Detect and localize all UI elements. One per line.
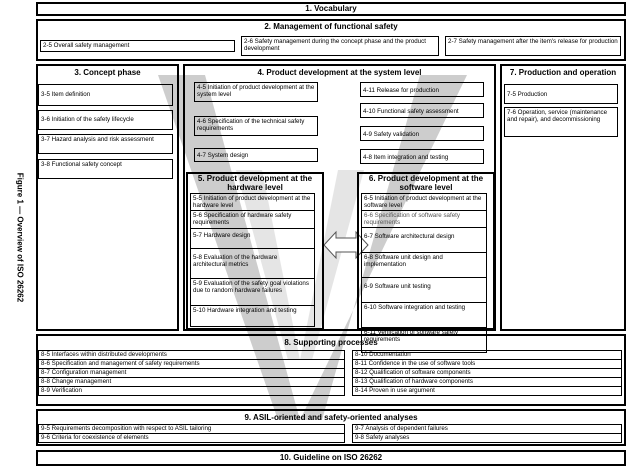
hardware-list: [190, 193, 315, 327]
software-title: 6. Product development at the software level: [368, 174, 484, 192]
asil-item-9-7: 9-7 Analysis of dependent failures: [352, 424, 622, 433]
support-item-8-10: 8-10 Documentation: [352, 350, 622, 359]
support-item-8-7: 8-7 Configuration management: [38, 368, 345, 377]
guideline-bar: 10. Guideline on ISO 26262: [36, 450, 626, 466]
software-item-6-10: 6-10 Software integration and testing: [361, 303, 487, 328]
support-item-8-5: 8-5 Interfaces within distributed developments: [38, 350, 345, 359]
hardware-item-5-7: 5-7 Hardware design: [190, 229, 315, 249]
hardware-title: 5. Product development at the hardware level: [197, 174, 313, 192]
software-item-6-6: 6-6 Specification of software safety requirements: [361, 211, 487, 228]
mgmt-item-2-7: 2-7 Safety management after the item's release for production: [445, 36, 621, 56]
supporting-title: 8. Supporting processes: [284, 338, 378, 347]
hardware-item-5-6: 5-6 Specification of hardware safety requirements: [190, 211, 315, 229]
software-item-6-5: 6-5 Initiation of product development at the software level: [361, 193, 487, 211]
support-item-8-12: 8-12 Qualification of software components: [352, 368, 622, 377]
hardware-item-5-9: 5-9 Evaluation of the safety goal violations due to random hardware failures: [190, 279, 315, 306]
supporting-right-list: [352, 350, 622, 396]
mgmt-item-2-5: 2-5 Overall safety management: [40, 40, 235, 52]
hardware-item-5-8: 5-8 Evaluation of the hardware architectural metrics: [190, 249, 315, 279]
asil-item-9-5: 9-5 Requirements decomposition with respect to ASIL tailoring: [38, 424, 345, 433]
asil-right-list: [352, 424, 622, 443]
mgmt-item-2-6: 2-6 Safety management during the concept phase and the product development: [241, 36, 439, 56]
system-item-4-10: 4-10 Functional safety assessment: [360, 103, 484, 118]
concept-item-3-6: 3-6 Initiation of the safety lifecycle: [38, 110, 173, 130]
system-item-4-9: 4-9 Safety validation: [360, 126, 484, 141]
production-title: 7. Production and operation: [509, 68, 617, 77]
system-item-4-11: 4-11 Release for production: [360, 82, 484, 97]
production-item-7-6: 7-6 Operation, service (maintenance and repair), and decommissioning: [504, 107, 618, 137]
support-item-8-8: 8-8 Change management: [38, 377, 345, 386]
system-title: 4. Product development at the system level: [257, 68, 422, 77]
asil-left-list: [38, 424, 345, 443]
production-section: [500, 64, 626, 331]
support-item-8-14: 8-14 Proven in use argument: [352, 386, 622, 396]
software-item-6-8: 6-8 Software unit design and implementation: [361, 253, 487, 278]
asil-item-9-8: 9-8 Safety analyses: [352, 433, 622, 443]
hardware-item-5-10: 5-10 Hardware integration and testing: [190, 306, 315, 327]
software-item-6-11: 6-11 Verification of software safety requirements: [361, 328, 487, 353]
system-item-4-5: 4-5 Initiation of product development at the system level: [194, 82, 318, 102]
hardware-item-5-5: 5-5 Initiation of product development at the hardware level: [190, 193, 315, 211]
figure-caption: Figure 1 — Overview of ISO 26262: [15, 172, 25, 303]
concept-item-3-7: 3-7 Hazard analysis and risk assessment: [38, 134, 173, 154]
concept-item-3-5: 3-5 Item definition: [38, 84, 173, 106]
support-item-8-6: 8-6 Specification and management of safety requirements: [38, 359, 345, 368]
asil-title: 9. ASIL-oriented and safety-oriented analyses: [244, 413, 418, 422]
concept-item-3-8: 3-8 Functional safety concept: [38, 159, 173, 179]
supporting-left-list: [38, 350, 345, 396]
vocabulary-bar: 1. Vocabulary: [36, 2, 626, 16]
support-item-8-13: 8-13 Qualification of hardware components: [352, 377, 622, 386]
system-item-4-6: 4-6 Specification of the technical safety requirements: [194, 116, 318, 136]
software-item-6-7: 6-7 Software architectural design: [361, 228, 487, 253]
support-item-8-9: 8-9 Verification: [38, 386, 345, 396]
system-item-4-8: 4-8 Item integration and testing: [360, 149, 484, 164]
software-item-6-9: 6-9 Software unit testing: [361, 278, 487, 303]
concept-title: 3. Concept phase: [74, 68, 141, 77]
production-item-7-5: 7-5 Production: [504, 84, 618, 104]
asil-item-9-6: 9-6 Criteria for coexistence of elements: [38, 433, 345, 443]
support-item-8-11: 8-11 Confidence in the use of software tools: [352, 359, 622, 368]
management-title: 2. Management of functional safety: [264, 22, 398, 31]
software-list: [361, 193, 487, 353]
system-item-4-7: 4-7 System design: [194, 148, 318, 162]
